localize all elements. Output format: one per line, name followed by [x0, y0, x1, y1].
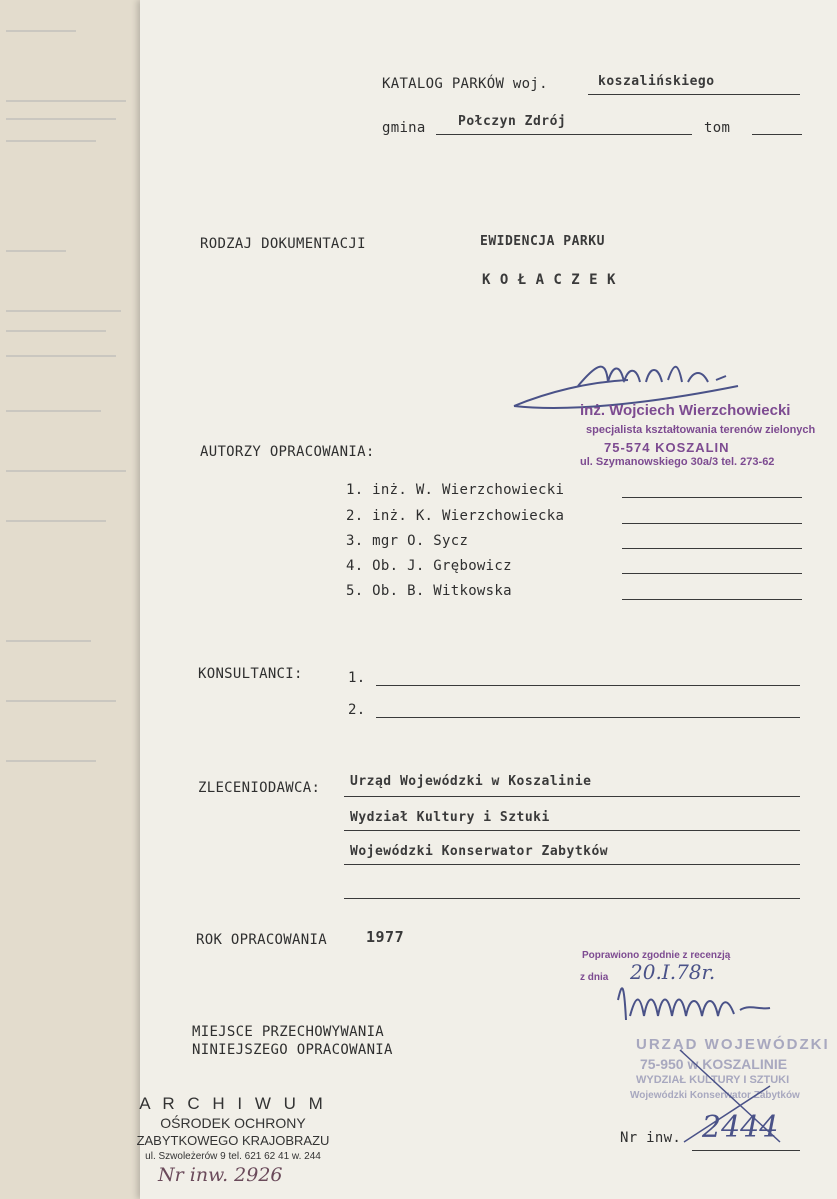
author-item-1: 1. inż. W. Wierzchowiecki — [346, 482, 565, 498]
miejsce-line1: MIEJSCE PRZECHOWYWANIA — [192, 1024, 385, 1040]
author-line-4 — [622, 573, 802, 574]
nr-inw-value: 2444 — [702, 1110, 779, 1145]
archiwum-stamp-line3: ZABYTKOWEGO KRAJOBRAZU — [136, 1133, 330, 1148]
document-page — [140, 0, 837, 1199]
gmina-label: gmina — [382, 120, 426, 136]
recenzja-stamp-date-label: z dnia — [580, 972, 609, 983]
konsultant-item-2: 2. — [348, 702, 366, 718]
recenzja-stamp-line1: Poprawiono zgodnie z recenzją — [582, 950, 731, 961]
konsultant-line-1 — [376, 685, 800, 686]
zleceniodawca-line-1: Urząd Wojewódzki w Koszalinie — [350, 774, 592, 789]
author-stamp-address: ul. Szymanowskiego 30a/3 tel. 273-62 — [580, 456, 775, 468]
zleceniodawca-underline-2 — [344, 830, 800, 831]
katalog-label: KATALOG PARKÓW woj. — [382, 76, 548, 92]
zleceniodawca-line-3: Wojewódzki Konserwator Zabytków — [350, 844, 609, 859]
wojewodztwo-value: koszalińskiego — [598, 74, 715, 89]
konsultanci-label: KONSULTANCI: — [198, 666, 303, 682]
archive-inventory-note: Nr inw. 2926 — [158, 1164, 283, 1186]
author-line-1 — [622, 497, 802, 498]
archiwum-stamp-line2: OŚRODEK OCHRONY — [160, 1115, 306, 1131]
urzad-stamp-line4: Wojewódzki Konserwator Zabytków — [630, 1090, 800, 1101]
rok-value: 1977 — [366, 928, 405, 946]
recenzja-date: 20.I.78r. — [630, 960, 716, 984]
park-name: K O Ł A C Z E K — [482, 272, 616, 288]
author-stamp-name: inż. Wojciech Wierzchowiecki — [580, 402, 791, 419]
author-item-5: 5. Ob. B. Witkowska — [346, 583, 512, 599]
archiwum-stamp-line1: A R C H I W U M — [139, 1094, 327, 1113]
author-line-5 — [622, 599, 802, 600]
author-stamp-role: specjalista kształtowania terenów zielonych — [586, 424, 816, 436]
zleceniodawca-underline-4 — [344, 898, 800, 899]
konsultant-item-1: 1. — [348, 670, 366, 686]
miejsce-line2: NINIEJSZEGO OPRACOWANIA — [192, 1042, 393, 1058]
archiwum-stamp-line4: ul. Szwoleżerów 9 tel. 621 62 41 w. 244 — [145, 1151, 321, 1162]
zleceniodawca-label: ZLECENIODAWCA: — [198, 780, 321, 796]
author-stamp-city: 75-574 KOSZALIN — [604, 440, 730, 455]
wojewodztwo-underline — [588, 94, 800, 95]
zleceniodawca-line-2: Wydział Kultury i Sztuki — [350, 810, 550, 825]
dokumentacja-type: EWIDENCJA PARKU — [480, 234, 605, 249]
nr-inw-label: Nr inw. — [620, 1130, 682, 1146]
dokumentacja-label: RODZAJ DOKUMENTACJI — [200, 236, 366, 252]
rok-label: ROK OPRACOWANIA — [196, 932, 327, 948]
recenzja-signature — [610, 980, 790, 1030]
tom-label: tom — [704, 120, 731, 136]
author-item-2: 2. inż. K. Wierzchowiecka — [346, 508, 565, 524]
urzad-stamp-line1: URZĄD WOJEWÓDZKI — [636, 1036, 830, 1053]
gmina-underline — [436, 134, 692, 135]
author-line-3 — [622, 548, 802, 549]
zleceniodawca-underline-1 — [344, 796, 800, 797]
tom-underline — [752, 134, 802, 135]
autorzy-label: AUTORZY OPRACOWANIA: — [200, 444, 375, 460]
urzad-stamp-line2: 75-950 w KOSZALINIE — [640, 1056, 788, 1072]
konsultant-line-2 — [376, 717, 800, 718]
gmina-value: Połczyn Zdrój — [458, 114, 567, 129]
nr-inw-underline — [692, 1150, 800, 1151]
zleceniodawca-underline-3 — [344, 864, 800, 865]
urzad-stamp-line3: WYDZIAŁ KULTURY I SZTUKI — [636, 1074, 790, 1086]
author-item-3: 3. mgr O. Sycz — [346, 533, 469, 549]
author-line-2 — [622, 523, 802, 524]
author-item-4: 4. Ob. J. Grębowicz — [346, 558, 512, 574]
